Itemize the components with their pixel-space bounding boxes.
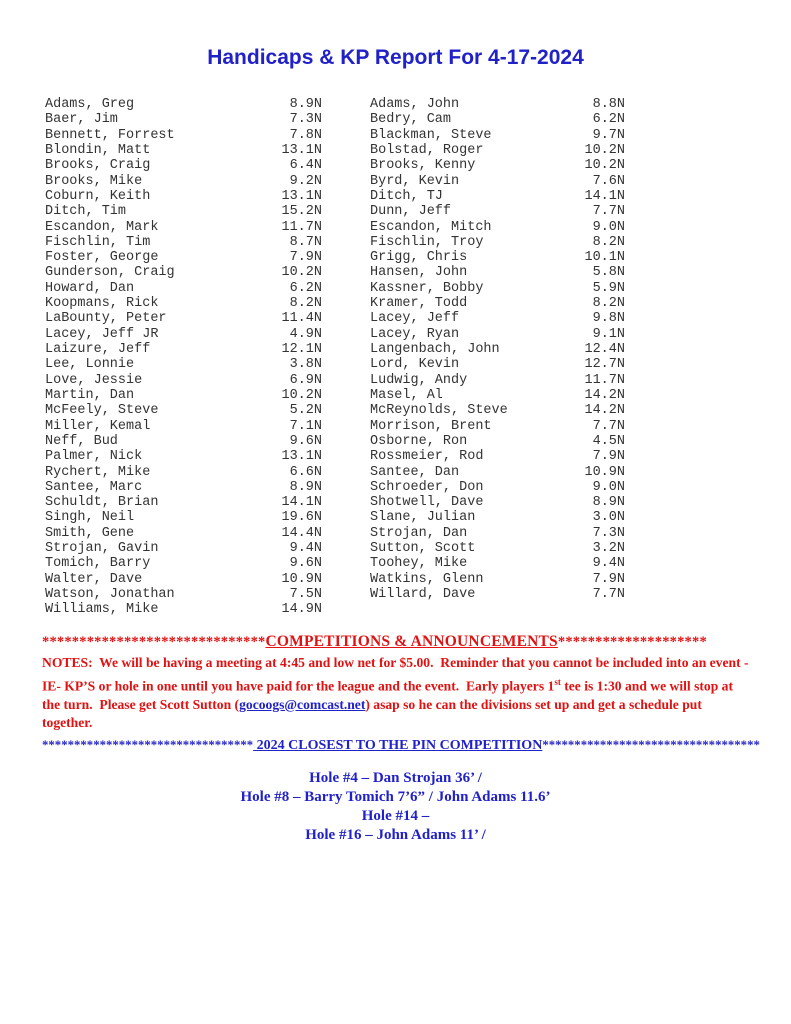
player-name: Love, Jessie — [45, 372, 143, 388]
roster-row — [45, 419, 322, 434]
handicap-value: 9.1N — [592, 326, 625, 342]
roster-row — [370, 510, 625, 525]
player-name: Howard, Dan — [45, 280, 135, 296]
handicap-value: 10.2N — [584, 158, 625, 174]
kp-hole-line: Hole #4 – Dan Strojan 36’ / — [309, 770, 482, 786]
handicap-value: 5.8N — [592, 265, 625, 281]
roster-row — [370, 250, 625, 265]
roster-row — [45, 158, 322, 173]
player-name: Bolstad, Roger — [370, 142, 484, 158]
player-name: Lord, Kevin — [370, 357, 460, 373]
player-name: Tomich, Barry — [45, 556, 151, 572]
player-name: Byrd, Kevin — [370, 173, 460, 189]
player-name: Hansen, John — [370, 265, 468, 281]
roster-row — [370, 97, 625, 112]
player-name: Singh, Neil — [45, 510, 135, 526]
player-name: Brooks, Craig — [45, 158, 151, 174]
player-name: Watson, Jonathan — [45, 587, 175, 602]
roster-row — [45, 296, 322, 311]
player-name: Miller, Kemal — [45, 418, 151, 434]
player-name: Gunderson, Craig — [45, 265, 175, 281]
handicap-value: 5.2N — [289, 403, 322, 419]
handicap-value: 6.2N — [289, 280, 322, 296]
player-name: Lacey, Jeff — [370, 311, 460, 327]
handicap-value: 10.9N — [281, 571, 322, 587]
player-name: Rychert, Mike — [45, 464, 151, 480]
roster-row — [45, 250, 322, 265]
roster-row — [370, 342, 625, 357]
player-name: Masel, Al — [370, 387, 443, 403]
roster-row — [370, 403, 625, 418]
handicap-value: 9.0N — [592, 219, 625, 235]
player-name: Walter, Dave — [45, 571, 143, 587]
player-name: Neff, Bud — [45, 433, 118, 449]
roster-row — [45, 495, 322, 510]
roster-row — [45, 128, 322, 143]
roster-row — [45, 449, 322, 464]
handicap-value: 6.9N — [289, 372, 322, 388]
roster-row — [45, 556, 322, 571]
roster-row — [45, 265, 322, 280]
roster-row — [370, 357, 625, 372]
handicap-value: 7.5N — [289, 587, 322, 602]
player-name: Bennett, Forrest — [45, 127, 175, 143]
player-name: Adams, Greg — [45, 97, 135, 112]
handicap-value: 8.9N — [289, 97, 322, 112]
handicap-value: 9.6N — [289, 433, 322, 449]
roster-row — [45, 434, 322, 449]
player-name: Kassner, Bobby — [370, 280, 484, 296]
player-name: Schroeder, Don — [370, 479, 484, 495]
player-name: Schuldt, Brian — [45, 495, 159, 511]
player-name: Fischlin, Tim — [45, 234, 151, 250]
roster-row — [370, 128, 625, 143]
handicap-value: 7.3N — [289, 112, 322, 128]
handicap-value: 8.8N — [592, 97, 625, 112]
roster-row — [45, 220, 322, 235]
player-name: Willard, Dave — [370, 587, 476, 602]
player-name: Coburn, Keith — [45, 188, 151, 204]
roster-row — [370, 388, 625, 403]
handicap-value: 12.1N — [281, 342, 322, 357]
roster-row — [370, 480, 625, 495]
player-name: Shotwell, Dave — [370, 495, 484, 511]
handicap-value: 9.4N — [289, 541, 322, 557]
handicap-value: 14.4N — [281, 525, 322, 541]
roster-row — [45, 342, 322, 357]
roster-row — [45, 311, 322, 326]
roster-row — [45, 143, 322, 158]
handicap-value: 14.1N — [584, 188, 625, 204]
handicap-value: 7.3N — [592, 525, 625, 541]
handicap-value: 7.6N — [592, 173, 625, 189]
roster-row — [370, 189, 625, 204]
player-name: Martin, Dan — [45, 387, 135, 403]
player-name: Blondin, Matt — [45, 142, 151, 158]
handicap-value: 6.4N — [289, 158, 322, 174]
roster-row — [370, 495, 625, 510]
player-name: Slane, Julian — [370, 510, 476, 526]
notes-superscript: st — [554, 676, 561, 687]
roster-row — [370, 265, 625, 280]
player-name: Fischlin, Troy — [370, 234, 484, 250]
player-name: Ditch, Tim — [45, 204, 127, 220]
player-name: Williams, Mike — [45, 602, 159, 618]
roster-row — [45, 235, 322, 250]
roster-row — [45, 204, 322, 219]
handicap-value: 9.2N — [289, 173, 322, 189]
handicap-value: 19.6N — [281, 510, 322, 526]
player-name: Rossmeier, Rod — [370, 449, 484, 465]
handicap-value: 14.1N — [281, 495, 322, 511]
handicap-value: 6.2N — [592, 112, 625, 128]
player-name: Escandon, Mitch — [370, 219, 492, 235]
roster-row — [45, 587, 322, 602]
roster-row — [370, 143, 625, 158]
player-name: McFeely, Steve — [45, 403, 159, 419]
notes-text-2: tee is 1:30 and we will stop at the turn. Please get Scott Sutton ( — [42, 678, 737, 712]
handicap-value: 9.4N — [592, 556, 625, 572]
handicap-value: 15.2N — [281, 204, 322, 220]
roster-row — [370, 541, 625, 556]
roster-column-right — [370, 97, 625, 618]
handicap-value: 7.7N — [592, 587, 625, 602]
roster-row — [45, 602, 322, 617]
notes-paragraph — [42, 654, 752, 733]
handicap-value: 9.7N — [592, 127, 625, 143]
handicap-value: 14.9N — [281, 602, 322, 618]
roster-row — [45, 373, 322, 388]
player-name: Dunn, Jeff — [370, 204, 452, 220]
handicap-value: 3.0N — [592, 510, 625, 526]
player-name: Toohey, Mike — [370, 556, 468, 572]
roster-row — [45, 388, 322, 403]
handicap-value: 7.1N — [289, 418, 322, 434]
roster-row — [370, 465, 625, 480]
roster-row — [370, 449, 625, 464]
roster-row — [370, 434, 625, 449]
announcements-stars-right: ******************** — [557, 634, 707, 650]
player-name: Ludwig, Andy — [370, 372, 468, 388]
roster-row — [45, 112, 322, 127]
player-name: Santee, Dan — [370, 464, 460, 480]
notes-text-3: ) asap so he can the divisions set up and get a schedule put together. — [42, 696, 706, 731]
handicap-value: 10.2N — [584, 142, 625, 158]
handicap-value: 10.9N — [584, 464, 625, 480]
player-name: Smith, Gene — [45, 525, 135, 541]
player-name: LaBounty, Peter — [45, 311, 167, 327]
handicap-value: 7.7N — [592, 204, 625, 220]
handicap-value: 8.7N — [289, 234, 322, 250]
handicap-value: 8.2N — [592, 296, 625, 312]
announcements-title: COMPETITIONS & ANNOUNCEMENTS — [265, 633, 558, 650]
kp-hole-results — [0, 769, 791, 845]
handicap-value: 9.8N — [592, 311, 625, 327]
handicap-value: 7.9N — [592, 449, 625, 465]
roster-row — [370, 112, 625, 127]
roster-row — [370, 204, 625, 219]
handicap-value: 7.8N — [289, 127, 322, 143]
handicap-value: 14.2N — [584, 403, 625, 419]
roster-row — [45, 572, 322, 587]
player-name: Lee, Lonnie — [45, 357, 135, 373]
roster-row — [370, 281, 625, 296]
handicap-value: 4.9N — [289, 326, 322, 342]
handicap-value: 7.9N — [289, 250, 322, 266]
roster-row — [45, 541, 322, 556]
roster-row — [45, 327, 322, 342]
handicap-value: 13.1N — [281, 142, 322, 158]
handicap-value: 10.2N — [281, 265, 322, 281]
handicap-value: 8.9N — [592, 495, 625, 511]
handicap-value: 3.8N — [289, 357, 322, 373]
player-name: Brooks, Kenny — [370, 158, 476, 174]
handicap-value: 12.4N — [584, 342, 625, 357]
player-name: Adams, John — [370, 97, 460, 112]
roster-row — [45, 465, 322, 480]
roster-row — [45, 189, 322, 204]
handicap-value: 13.1N — [281, 188, 322, 204]
player-name: Koopmans, Rick — [45, 296, 159, 312]
roster-row — [370, 296, 625, 311]
handicap-value: 4.5N — [592, 433, 625, 449]
announcements-header — [42, 633, 750, 651]
roster-row — [370, 572, 625, 587]
player-name: Baer, Jim — [45, 112, 118, 128]
kp-hole-line: Hole #16 – John Adams 11’ / — [305, 827, 486, 843]
roster-row — [370, 174, 625, 189]
player-name: Foster, George — [45, 250, 159, 266]
handicap-value: 8.2N — [289, 296, 322, 312]
handicap-value: 10.1N — [584, 250, 625, 266]
player-name: Langenbach, John — [370, 342, 500, 357]
roster-row — [370, 235, 625, 250]
roster-row — [45, 357, 322, 372]
player-name: Grigg, Chris — [370, 250, 468, 266]
roster-row — [45, 281, 322, 296]
roster-row — [370, 373, 625, 388]
kp-hole-line: Hole #14 – — [361, 808, 430, 824]
player-name: Ditch, TJ — [370, 188, 443, 204]
roster-row — [45, 510, 322, 525]
handicap-value: 8.2N — [592, 234, 625, 250]
roster-row — [45, 526, 322, 541]
handicap-value: 8.9N — [289, 479, 322, 495]
notes-text-1: NOTES: We will be having a meeting at 4:45 and low net for $5.00. Reminder that you cannot be included into an event -IE- KP’S or hole in one until you have paid for the league and the event. Early players 1 — [42, 655, 749, 694]
player-name: Osborne, Ron — [370, 433, 468, 449]
player-name: Bedry, Cam — [370, 112, 452, 128]
roster-row — [370, 327, 625, 342]
roster-row — [370, 556, 625, 571]
kp-stars-right: ********************************** — [542, 738, 760, 752]
page-title: Handicaps & KP Report For 4-17-2024 — [207, 46, 584, 69]
player-name: Watkins, Glenn — [370, 571, 484, 587]
roster-row — [370, 158, 625, 173]
player-name: Laizure, Jeff — [45, 342, 151, 357]
announcements-stars-left: ****************************** — [42, 634, 266, 650]
roster-row — [45, 403, 322, 418]
handicap-value: 10.2N — [281, 387, 322, 403]
player-name: Brooks, Mike — [45, 173, 143, 189]
player-name: Palmer, Nick — [45, 449, 143, 465]
roster-row — [45, 480, 322, 495]
handicap-value: 5.9N — [592, 280, 625, 296]
handicap-value: 3.2N — [592, 541, 625, 557]
player-name: Morrison, Brent — [370, 418, 492, 434]
handicap-value: 9.0N — [592, 479, 625, 495]
handicap-value: 14.2N — [584, 387, 625, 403]
kp-header — [42, 738, 760, 754]
player-name: McReynolds, Steve — [370, 403, 508, 419]
roster-row — [370, 311, 625, 326]
player-name: Strojan, Gavin — [45, 541, 159, 557]
roster-row — [370, 419, 625, 434]
player-name: Lacey, Jeff JR — [45, 326, 159, 342]
player-name: Kramer, Todd — [370, 296, 468, 312]
handicap-value: 7.7N — [592, 418, 625, 434]
handicap-value: 7.9N — [592, 571, 625, 587]
handicap-value: 12.7N — [584, 357, 625, 373]
roster-row — [45, 97, 322, 112]
handicap-value: 6.6N — [289, 464, 322, 480]
email-link[interactable]: gocoogs@comcast.net — [239, 696, 366, 712]
handicap-value: 11.4N — [281, 311, 322, 327]
roster-row — [370, 526, 625, 541]
handicap-value: 11.7N — [281, 219, 322, 235]
kp-stars-left: ********************************* — [42, 738, 254, 752]
player-name: Santee, Marc — [45, 479, 143, 495]
handicap-roster — [45, 97, 625, 618]
player-name: Lacey, Ryan — [370, 326, 460, 342]
player-name: Escandon, Mark — [45, 219, 159, 235]
kp-title: 2024 CLOSEST TO THE PIN COMPETITION — [253, 738, 543, 753]
roster-row — [370, 587, 625, 602]
player-name: Blackman, Steve — [370, 127, 492, 143]
handicap-value: 9.6N — [289, 556, 322, 572]
roster-column-left — [45, 97, 322, 618]
player-name: Strojan, Dan — [370, 525, 468, 541]
roster-row — [45, 174, 322, 189]
kp-hole-line: Hole #8 – Barry Tomich 7’6” / John Adams 11.6’ — [240, 789, 551, 805]
handicap-value: 13.1N — [281, 449, 322, 465]
handicap-value: 11.7N — [584, 372, 625, 388]
roster-row — [370, 220, 625, 235]
player-name: Sutton, Scott — [370, 541, 476, 557]
